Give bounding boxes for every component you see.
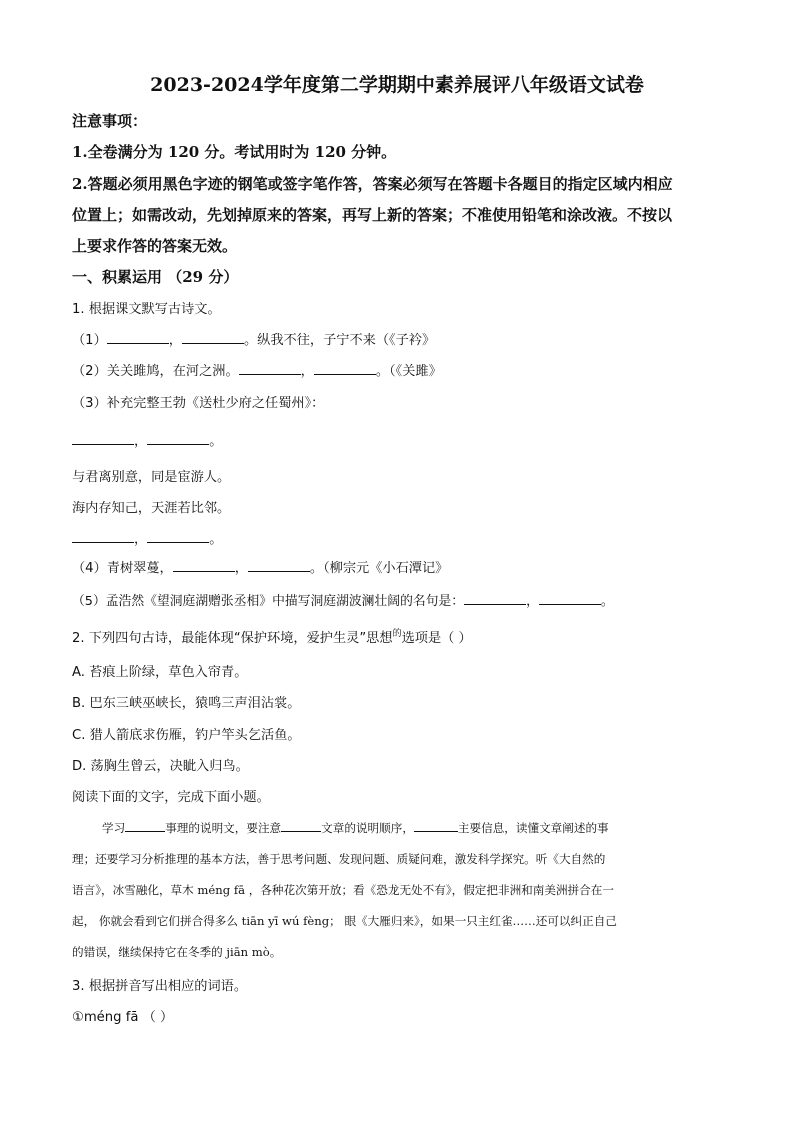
comma: ，	[234, 561, 248, 576]
q1-part-1	[72, 329, 435, 348]
answer-blank[interactable]	[173, 559, 235, 572]
q1-p1-suffix: 。纵我不往，子宁不来（《子衿》	[243, 333, 436, 348]
passage-line-1	[102, 819, 609, 836]
comma: ，	[134, 532, 148, 547]
answer-blank[interactable]	[314, 362, 376, 375]
q2-stem-sup: 的	[392, 629, 402, 639]
comma: ，	[526, 594, 539, 609]
passage-line-3: 语言》，冰雪融化，草木 méng fā ，各种花次第开放；看《恐龙无处不有》，假定把非洲和南美洲拼合在一	[72, 883, 614, 897]
comma: ，	[134, 434, 148, 449]
q1-p3-line-4	[72, 528, 222, 547]
page-title: 2023-2024学年度第二学期期中素养展评八年级语文试卷	[150, 74, 644, 96]
answer-blank[interactable]	[147, 530, 209, 543]
q2-stem-a: 2. 下列四句古诗，最能体现“保护环境，爱护生灵”思想	[72, 631, 393, 646]
q1-p1-prefix: （1）	[72, 333, 107, 348]
q1-p4-prefix: （4）青树翠蔓，	[72, 561, 173, 576]
q1-stem: 1. 根据课文默写古诗文。	[72, 302, 221, 317]
period: 。	[209, 532, 223, 547]
answer-blank[interactable]	[281, 819, 321, 832]
answer-blank[interactable]	[72, 530, 134, 543]
q2-stem-b: 选项是（ ）	[401, 631, 472, 646]
answer-blank[interactable]	[414, 819, 458, 832]
passage-line-4: 起， 你就会看到它们拼合得多么 tiān yī wú fèng； 眼《大雁归来》，如果一只主红雀……还可以纠正自己	[72, 914, 617, 928]
q1-part-2	[72, 360, 442, 379]
notice-item-2-line-1: 2.答题必须用黑色字迹的钢笔或签字笔作答，答案必须写在答题卡各题目的指定区域内相应	[72, 175, 673, 193]
q2-stem	[72, 627, 472, 646]
answer-blank[interactable]	[248, 559, 310, 572]
notice-item-2-line-3: 上要求作答的答案无效。	[72, 237, 238, 255]
q2-option-d: D. 荡胸生曾云，决眦入归鸟。	[72, 759, 249, 774]
q2-option-b: B. 巴东三峡巫峡长，猿鸣三声泪沾裳。	[72, 696, 301, 711]
q2-option-c: C. 猎人箭底求伤雁，钓户竿头乞活鱼。	[72, 728, 301, 743]
q2-option-a: A. 苔痕上阶绿，草色入帘青。	[72, 665, 248, 680]
comma: ，	[168, 333, 182, 348]
answer-blank[interactable]	[182, 331, 244, 344]
q1-p3-line-2: 与君离别意，同是宦游人。	[72, 470, 231, 485]
answer-blank[interactable]	[239, 362, 301, 375]
comma: ，	[300, 364, 314, 379]
passage-l1-a: 学习	[102, 821, 126, 835]
q3-item-1: ①méng fā （ ）	[72, 1010, 174, 1025]
section-1-heading: 一、积累运用 （29 分）	[72, 268, 239, 286]
q1-p4-suffix: 。（柳宗元《小石潭记》	[309, 561, 449, 576]
q1-part-4	[72, 557, 448, 576]
passage-l1-c: 文章的说明顺序，	[321, 821, 414, 835]
q1-p5-suffix: 。	[600, 594, 614, 609]
q1-p3-stem: （3）补充完整王勃《送杜少府之任蜀州》：	[72, 396, 325, 411]
passage-line-5: 的错误，继续保持它在冬季的 jiān mò。	[72, 945, 282, 959]
q3-stem: 3. 根据拼音写出相应的词语。	[72, 979, 248, 994]
q1-part-5	[72, 590, 614, 609]
answer-blank[interactable]	[107, 331, 169, 344]
notice-item-2-line-2: 位置上；如需改动，先划掉原来的答案，再写上新的答案；不准使用铅笔和涂改液。不按以	[72, 206, 673, 224]
answer-blank[interactable]	[147, 432, 209, 445]
passage-l1-b: 事理的说明文，要注意	[165, 821, 282, 835]
reading-intro: 阅读下面的文字，完成下面小题。	[72, 790, 270, 805]
q1-p3-line-3: 海内存知己，天涯若比邻。	[72, 501, 231, 516]
passage-line-2: 理；还要学习分析推理的基本方法，善于思考问题、发现问题、质疑问难，激发科学探究。听《大自然的	[72, 852, 606, 866]
answer-blank[interactable]	[125, 819, 165, 832]
answer-blank[interactable]	[72, 432, 134, 445]
q1-p3-line-1	[72, 430, 222, 449]
q1-p5-prefix: （5）孟浩然《望洞庭湖赠张丞相》中描写洞庭湖波澜壮阔的名句是：	[72, 594, 465, 609]
notice-heading: 注意事项：	[72, 112, 148, 130]
passage-l1-d: 主要信息，读懂文章阐述的事	[457, 821, 609, 835]
q1-p2-prefix: （2）关关雎鸠，在河之洲。	[72, 364, 239, 379]
answer-blank[interactable]	[539, 592, 601, 605]
notice-item-1: 1.全卷满分为 120 分。考试用时为 120 分钟。	[72, 143, 397, 161]
q1-p2-suffix: 。（《关雎》	[375, 364, 442, 379]
period: 。	[209, 434, 223, 449]
answer-blank[interactable]	[464, 592, 526, 605]
